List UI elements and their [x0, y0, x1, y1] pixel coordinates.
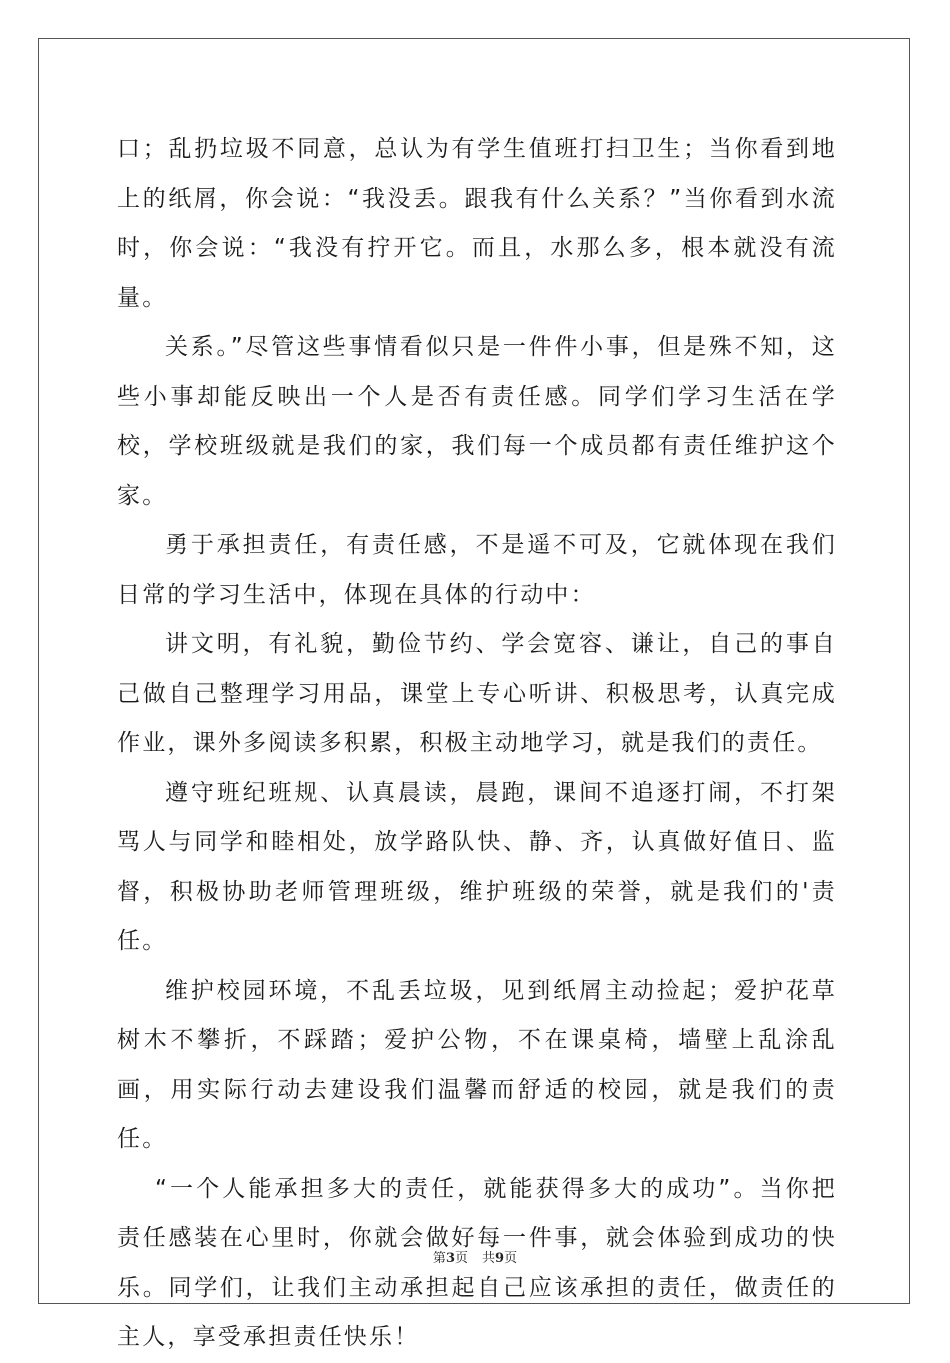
- paragraph: 讲文明，有礼貌，勤俭节约、学会宽容、谦让，自己的事自己做自己整理学习用品，课堂上专心听讲、积极思考，认真完成作业，课外多阅读多积累，积极主动地学习，就是我们的责任。: [117, 631, 837, 756]
- paragraph-closing: “一个人能承担多大的责任，就能获得多大的成功”。当你把责任感装在心里时，你就会做好每一件事，就会体验到成功的快乐。同学们，让我们主动承担起自己应该承担的责任，做责任的主人，享受承担责任快乐！: [117, 1175, 837, 1350]
- footer-page-number: 3: [445, 1251, 455, 1266]
- footer-total-prefix: 共: [482, 1251, 496, 1266]
- footer-page-prefix: 第: [432, 1251, 446, 1266]
- footer-total-number: 9: [495, 1251, 505, 1266]
- paragraph: 勇于承担责任，有责任感，不是遥不可及，它就体现在我们日常的学习生活中，体现在具体的行动中：: [117, 532, 837, 608]
- paragraph: 关系。”尽管这些事情看似只是一件件小事，但是殊不知，这些小事却能反映出一个人是否有责任感。同学们学习生活在学校，学校班级就是我们的家，我们每一个成员都有责任维护这个家。: [117, 334, 837, 509]
- paragraph: 遵守班纪班规、认真晨读，晨跑，课间不追逐打闹，不打架骂人与同学和睦相处，放学路队快、静、齐，认真做好值日、监督，积极协助老师管理班级，维护班级的荣誉，就是我们的'责任。: [117, 779, 837, 954]
- footer-page-suffix: 页: [454, 1251, 468, 1266]
- paragraph: 维护校园环境，不乱丢垃圾，见到纸屑主动捡起；爱护花草树木不攀折，不踩踏；爱护公物，不在课桌椅，墙壁上乱涂乱画，用实际行动去建设我们温馨而舒适的校园，就是我们的责任。: [117, 977, 837, 1152]
- footer-total-suffix: 页: [504, 1251, 518, 1266]
- page-footer: [0, 1247, 950, 1266]
- paragraph-continuation: 口；乱扔垃圾不同意，总认为有学生值班打扫卫生；当你看到地上的纸屑，你会说：“我没丢。跟我有什么关系？”当你看到水流时，你会说：“我没有拧开它。而且，水那么多，根本就没有流量。: [117, 136, 837, 311]
- document-body: [117, 125, 837, 1363]
